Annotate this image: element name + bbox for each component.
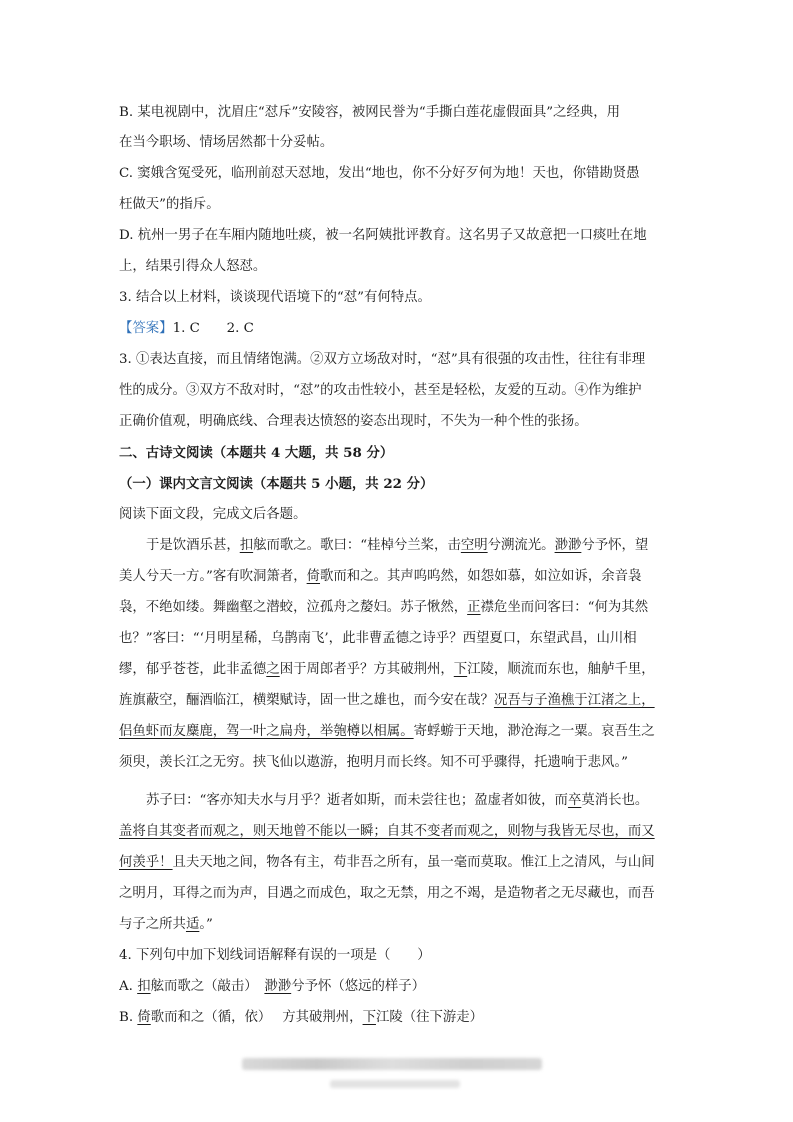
blurred-footer-secondary xyxy=(330,1080,460,1088)
answer-3-line2: 性的成分。③双方不敌对时，“怼”的攻击性较小，甚至是轻松，友爱的互动。④作为维护 xyxy=(119,383,642,398)
option-c-line1: C. 窦娥含冤受死，临刑前怼天怼地，发出“地也，你不分好歹何为地！天也，你错勘贤愚 xyxy=(119,166,640,181)
option-b-line1: B. 某电视剧中，沈眉庄“怼斥”安陵容，被网民誉为“手撕白莲花虚假面具”之经典，用 xyxy=(119,105,621,120)
instruction: 阅读下面文段，完成文后各题。 xyxy=(119,507,307,522)
passage2-line1: 苏子曰：“客亦知夫水与月乎？逝者如斯，而未尝往也；盈虚者如彼，而卒莫消长也。 xyxy=(146,793,649,808)
option-b-line2: 在当今职场、情场居然都十分妥帖。 xyxy=(119,135,334,150)
answer-3-line3: 正确价值观，明确底线、合理表达愤怒的姿态出现时，不失为一种个性的张扬。 xyxy=(119,414,588,429)
answer-short: 1. C 2. C xyxy=(172,321,254,336)
subsection-heading: （一）课内文言文阅读（本题共 5 小题，共 22 分） xyxy=(119,476,434,492)
question-3: 3. 结合以上材料，谈谈现代语境下的“怼”有何特点。 xyxy=(119,290,431,305)
passage1-line2: 美人兮天一方。”客有吹洞箫者，倚歌而和之。其声呜呜然，如怨如慕，如泣如诉，余音袅 xyxy=(119,569,642,584)
passage1-line6: 旌旗蔽空，酾酒临江，横槊赋诗，固一世之雄也，而今安在哉？况吾与子渔樵于江渚之上， xyxy=(119,693,655,708)
answer-line xyxy=(119,319,679,339)
passage1-line1: 于是饮酒乐甚，扣舷而歌之。歌曰：“桂棹兮兰桨，击空明兮溯流光。渺渺兮予怀，望 xyxy=(146,538,649,553)
option-d-line2: 上，结果引得众人怒怼。 xyxy=(119,259,267,274)
passage2-line3: 何羡乎！且夫天地之间，物各有主，苟非吾之所有，虽一毫而莫取。惟江上之清风，与山间 xyxy=(119,855,655,870)
question-4-option-b: B. 倚歌而和之（循，依） 方其破荆州，下江陵（往下游走） xyxy=(119,1010,484,1025)
passage2-line2: 盖将自其变者而观之，则天地曾不能以一瞬；自其不变者而观之，则物与我皆无尽也，而又 xyxy=(119,824,655,839)
passage1-line4: 也？”客曰：“‘月明星稀，乌鹊南飞’，此非曹孟德之诗乎？西望夏口，东望武昌，山川相 xyxy=(119,631,637,646)
passage1-line3: 袅，不绝如缕。舞幽壑之潜蛟，泣孤舟之嫠妇。苏子愀然，正襟危坐而问客曰：“何为其然 xyxy=(119,600,649,615)
option-c-line2: 枉做天”的指斥。 xyxy=(119,197,220,212)
passage2-line5: 与子之所共适。” xyxy=(119,917,213,932)
option-d-line1: D. 杭州一男子在车厢内随地吐痰，被一名阿姨批评教育。这名男子又故意把一口痰吐在地 xyxy=(119,228,647,243)
passage2-line4: 之明月，耳得之而为声，目遇之而成色，取之无禁，用之不竭，是造物者之无尽藏也，而吾 xyxy=(119,886,655,901)
answer-3-line1: 3. ①表达直接，而且情绪饱满。②双方立场敌对时，“怼”具有很强的攻击性，往往有非理 xyxy=(119,352,646,367)
passage1-line5: 缪，郁乎苍苍，此非孟德之困于周郎者乎？方其破荆州，下江陵，顺流而东也，舳舻千里， xyxy=(119,662,655,677)
blurred-footer xyxy=(242,1058,542,1070)
question-4: 4. 下列句中加下划线词语解释有误的一项是（ ） xyxy=(119,948,431,963)
section-heading: 二、古诗文阅读（本题共 4 大题，共 58 分） xyxy=(119,445,394,461)
passage1-line7: 侣鱼虾而友麋鹿，驾一叶之扁舟，举匏樽以相属。寄蜉蝣于天地，渺沧海之一粟。哀吾生之 xyxy=(119,724,655,739)
passage1-line8: 须臾，羡长江之无穷。挟飞仙以遨游，抱明月而长终。知不可乎骤得，托遗响于悲风。” xyxy=(119,755,628,770)
question-4-option-a: A. 扣舷而歌之（敲击） 渺渺兮予怀（悠远的样子） xyxy=(119,979,426,994)
answer-label: 【答案】 xyxy=(119,321,173,336)
